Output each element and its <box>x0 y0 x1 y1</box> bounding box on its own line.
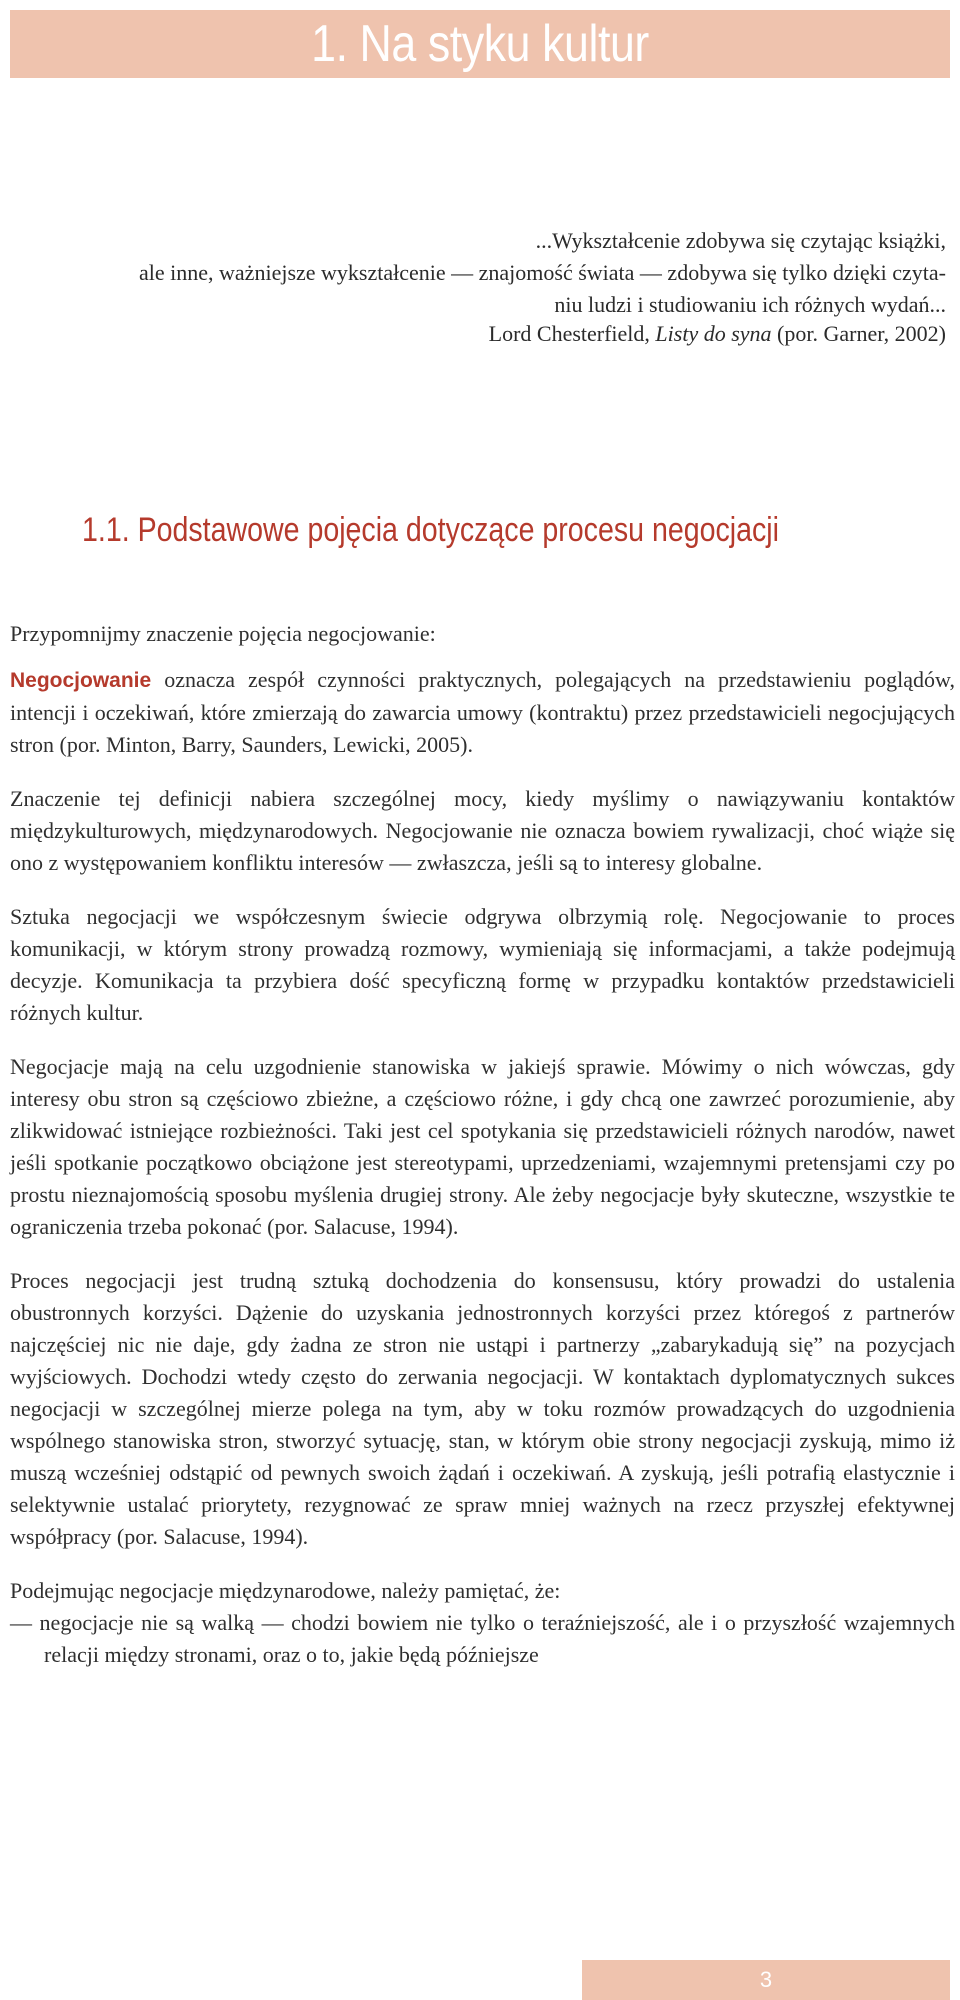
chapter-banner <box>10 10 950 78</box>
attribution-source: (por. Garner, 2002) <box>771 321 946 346</box>
body-paragraph: Negocjacje mają na celu uzgodnienie stanowiska w jakiejś sprawie. Mówimy o nich wówczas, gdy interesy obu stron są częściowo zbieżne, a częściowo różne, i gdy chcą one zawrzeć porozumienie, aby zlikwidować istniejące rozbieżności. Taki jest cel spotykania się przedstawicieli różnych narodów, nawet jeśli spotkanie początkowo obciążone jest stereotypami, uprzedzeniami, wzajemnymi pretensjami czy po prostu nieznajomością sposobu myślenia drugiej strony. Ale żeby negocjacje były skuteczne, wszystkie te ograniczenia trzeba pokonać (por. Salacuse, 1994). <box>10 1054 955 1239</box>
epigraph-line: ale inne, ważniejsze wykształcenie — znajomość świata — zdobywa się tylko dzięki czyta- <box>139 260 946 285</box>
attribution-author: Lord Chesterfield, <box>488 321 656 346</box>
body-paragraph: Znaczenie tej definicji nabiera szczególnej mocy, kiedy myślimy o nawiązywaniu kontaktów międzykulturowych, międzynarodowych. Negocjowanie nie oznacza bowiem rywalizacji, choć wiąże się ono z występowaniem konfliktu interesów — zwłaszcza, jeśli są to interesy globalne. <box>10 786 955 875</box>
page-number-box <box>582 1960 950 2000</box>
body-text <box>10 618 955 1693</box>
attribution-work-title: Listy do syna <box>655 321 772 346</box>
epigraph-line: niu ludzi i studiowaniu ich różnych wydań... <box>554 292 946 317</box>
body-paragraph: Sztuka negocjacji we współczesnym świecie odgrywa olbrzymią rolę. Negocjowanie to proces komunikacji, w którym strony prowadzą rozmowy, wymieniają się informacjami, a także podejmują decyzje. Komunikacja ta przybiera dość specyficzną formę w przypadku kontaktów przedstawicieli różnych kultur. <box>10 904 955 1025</box>
section-heading: 1.1. Podstawowe pojęcia dotyczące procesu negocjacji <box>82 511 779 549</box>
definition-paragraph <box>10 664 955 761</box>
page-number: 3 <box>759 1967 773 1992</box>
definition-term: Negocjowanie <box>10 669 152 692</box>
body-paragraph: Proces negocjacji jest trudną sztuką dochodzenia do konsensusu, który prowadzi do ustalenia obustronnych korzyści. Dążenie do uzyskania jednostronnych korzyści przez któregoś z partnerów najczęściej nic nie daje, gdy żadna ze stron nie ustąpi i partnerzy „zabarykadują się” na pozycjach wyjściowych. Dochodzi wtedy często do zerwania negocjacji. W kontaktach dyplomatycznych sukces negocjacji w szczególnej mierze polega na tym, aby w toku rozmów prowadzących do uzgodnienia wspólnego stanowiska stron, stworzyć sytuację, stan, w którym obie strony negocjacji zyskują, mimo iż muszą wcześniej odstąpić od pewnych swoich żądań i oczekiwań. A zyskują, jeśli potrafią elastycznie i selektywnie ustalać priorytety, rezygnować ze spraw mniej ważnych na rzecz przyszłej efektywnej współpracy (por. Salacuse, 1994). <box>10 1268 955 1549</box>
chapter-title: 1. Na styku kultur <box>311 15 649 73</box>
intro-paragraph: Przypomnijmy znaczenie pojęcia negocjowanie: <box>10 621 436 646</box>
epigraph-line: ...Wykształcenie zdobywa się czytając książki, <box>535 228 946 253</box>
body-paragraph: Podejmując negocjacje międzynarodowe, należy pamiętać, że: <box>10 1578 561 1603</box>
epigraph-attribution <box>36 318 946 350</box>
definition-text: oznacza zespół czynności praktycznych, polegających na przedstawieniu poglądów, intencji i oczekiwań, które zmierzają do zawarcia umowy (kontraktu) przez przedstawicieli negocjujących stron (por. Minton, Barry, Saunders, Lewicki, 2005). <box>10 667 955 757</box>
epigraph <box>36 225 946 321</box>
list-item: — negocjacje nie są walką — chodzi bowiem nie tylko o teraźniejszość, ale i o przyszłość wzajemnych relacji między stronami, oraz o to, jakie będą późniejsze <box>10 1610 955 1667</box>
